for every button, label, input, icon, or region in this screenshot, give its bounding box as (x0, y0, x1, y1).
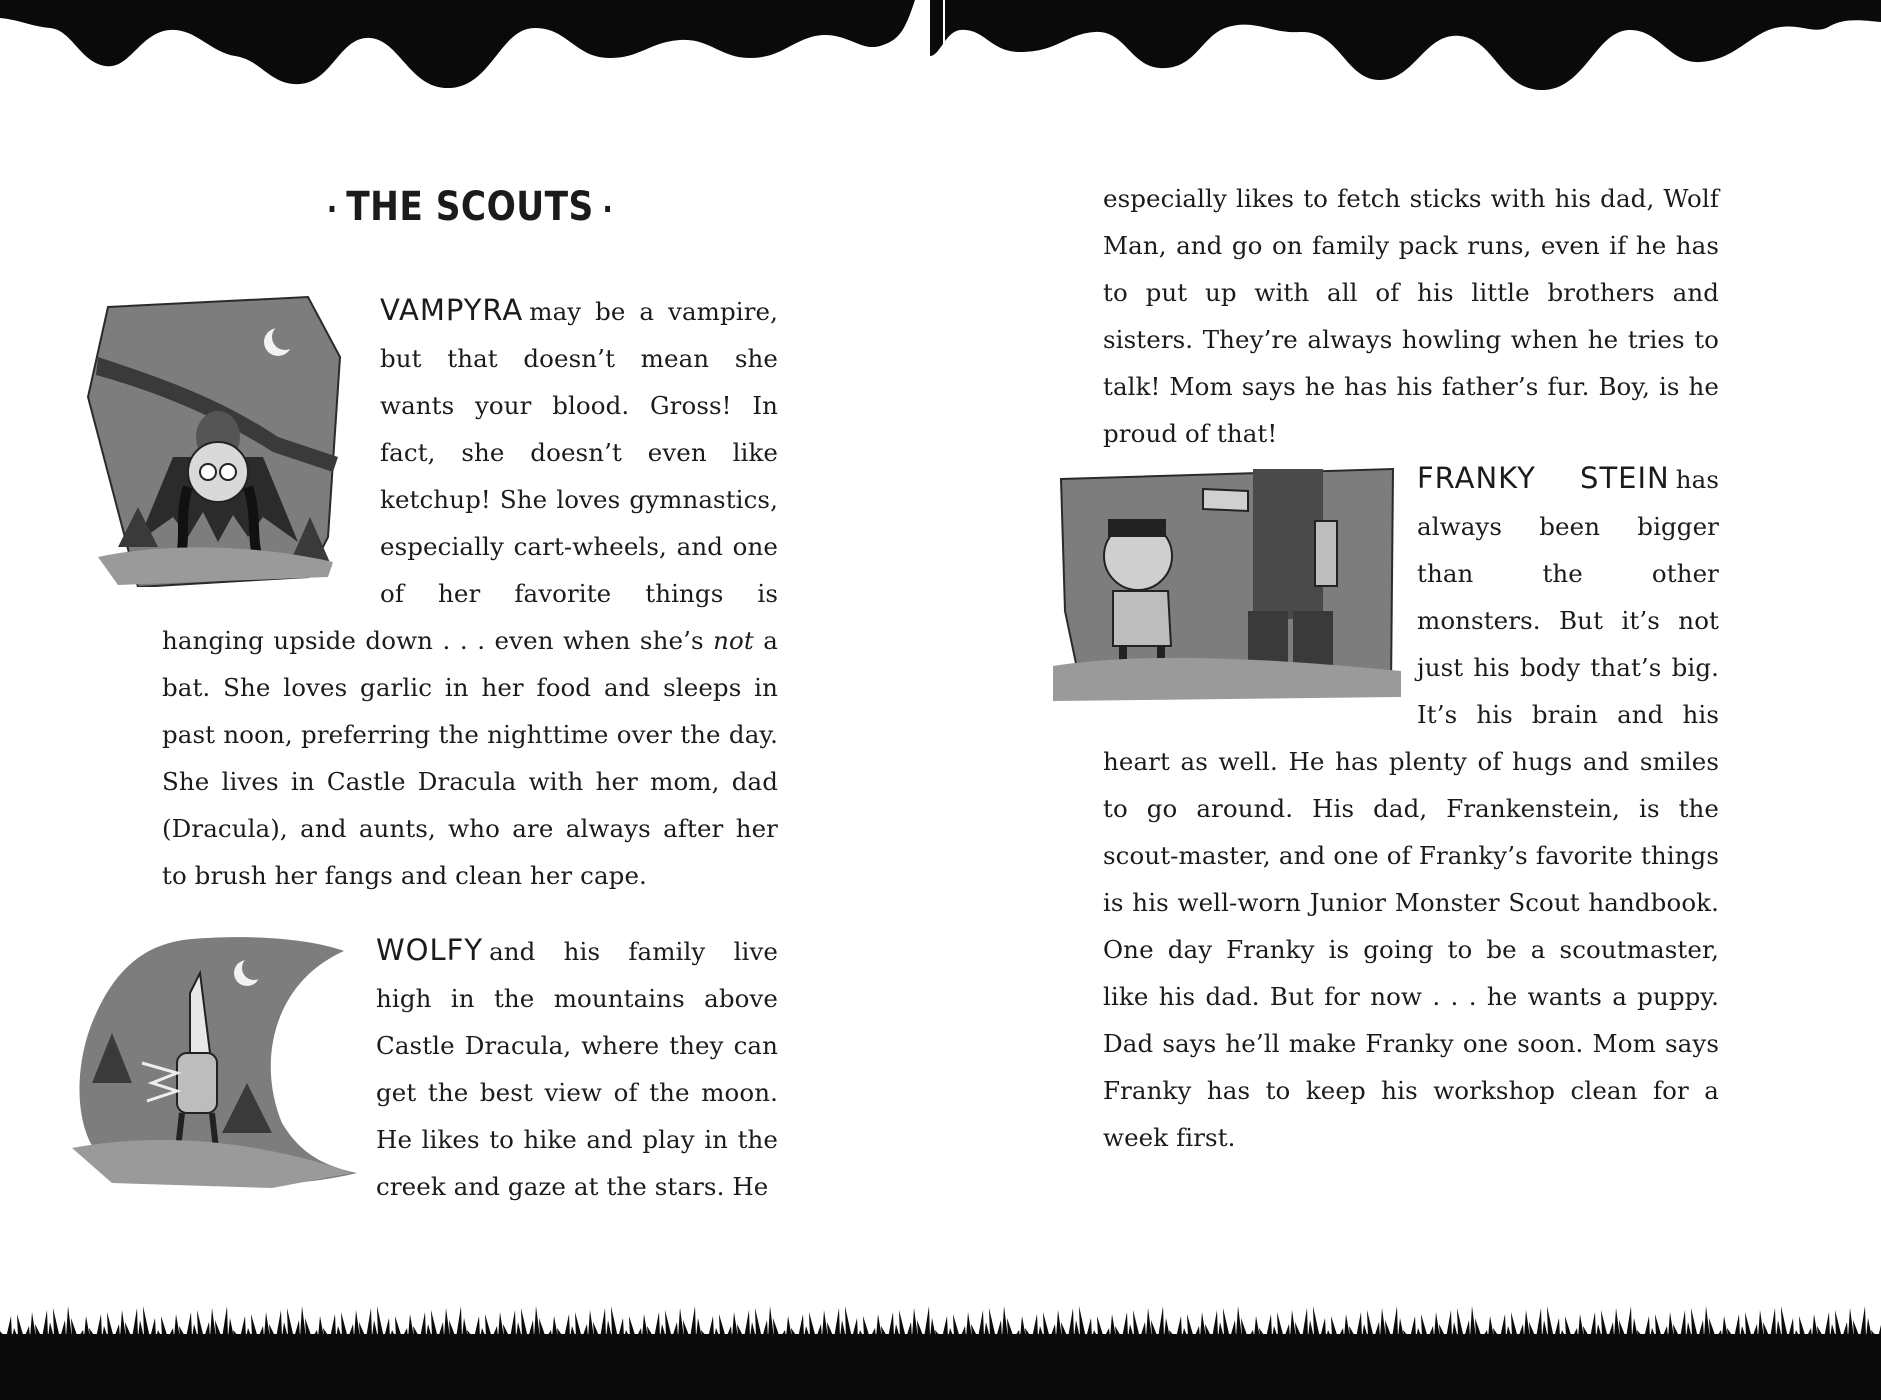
vampyra-paragraph (162, 287, 778, 899)
left-page (162, 0, 778, 1400)
vampyra-text-2: a bat. She loves garlic in her food and sleeps in past noon, preferring the nighttime over the day. She lives in Castle Dracula with her mom, dad (Dracula), and aunts, who are always after her to brush her fangs and clean her cape. (162, 626, 778, 890)
page-heading (205, 178, 735, 238)
wolfy-paragraph-left (162, 927, 778, 1210)
vampyra-name: VAMPYRA (380, 293, 524, 327)
page-spine (943, 0, 945, 56)
vampyra-italic: not (713, 626, 754, 655)
franky-text: has always been bigger than the other monsters. But it’s not just his body that’s big. It’s his brain and his heart as well. He has plenty of hugs and smiles to go around. His dad, Frankenstein, is the scout-master, and one of Franky’s favorite things is his well-worn Junior Monster Scout handbook. One day Franky is going to be a scoutmaster, like his dad. But for now . . . he wants a puppy. Dad says he’ll make Franky one soon. Mom says Franky has to keep his workshop clean for a week first. (1103, 465, 1719, 1152)
wolfy-paragraph-right: especially likes to fetch sticks with his dad, Wolf Man, and go on family pack runs, even if he has to put up with all of his little brothers and sisters. They’re always howling when he tries to talk! Mom says he has his father’s fur. Boy, is he proud of that! (1103, 184, 1719, 448)
wolfy-section (162, 927, 778, 1210)
heading-title: THE SCOUTS (346, 184, 594, 230)
right-page (1103, 0, 1719, 1400)
franky-name: FRANKY STEIN (1417, 461, 1670, 495)
wolfy-illustration (72, 933, 362, 1189)
wolfy-continued-section (1103, 175, 1719, 457)
franky-illustration (1053, 461, 1401, 701)
heading-dot-left: · (326, 190, 338, 228)
vampyra-text-1: may be a vampire, but that doesn’t mean she wants your blood. Gross! In fact, she doesn’t even like ketchup! She loves gymnastics, especially cart-wheels, and one of her favorite things is hanging upside down . . . even when she’s (162, 297, 778, 655)
vampyra-illustration (78, 287, 366, 587)
wolfy-name: WOLFY (376, 933, 484, 967)
franky-paragraph (1103, 455, 1719, 1161)
heading-dot-right: · (602, 190, 614, 228)
franky-section (1103, 455, 1719, 1161)
vampyra-section (162, 287, 778, 899)
wolfy-text-left: and his family live high in the mountains above Castle Dracula, where they can get the best view of the moon. He likes to hike and play in the creek and gaze at the stars. He (376, 937, 778, 1201)
